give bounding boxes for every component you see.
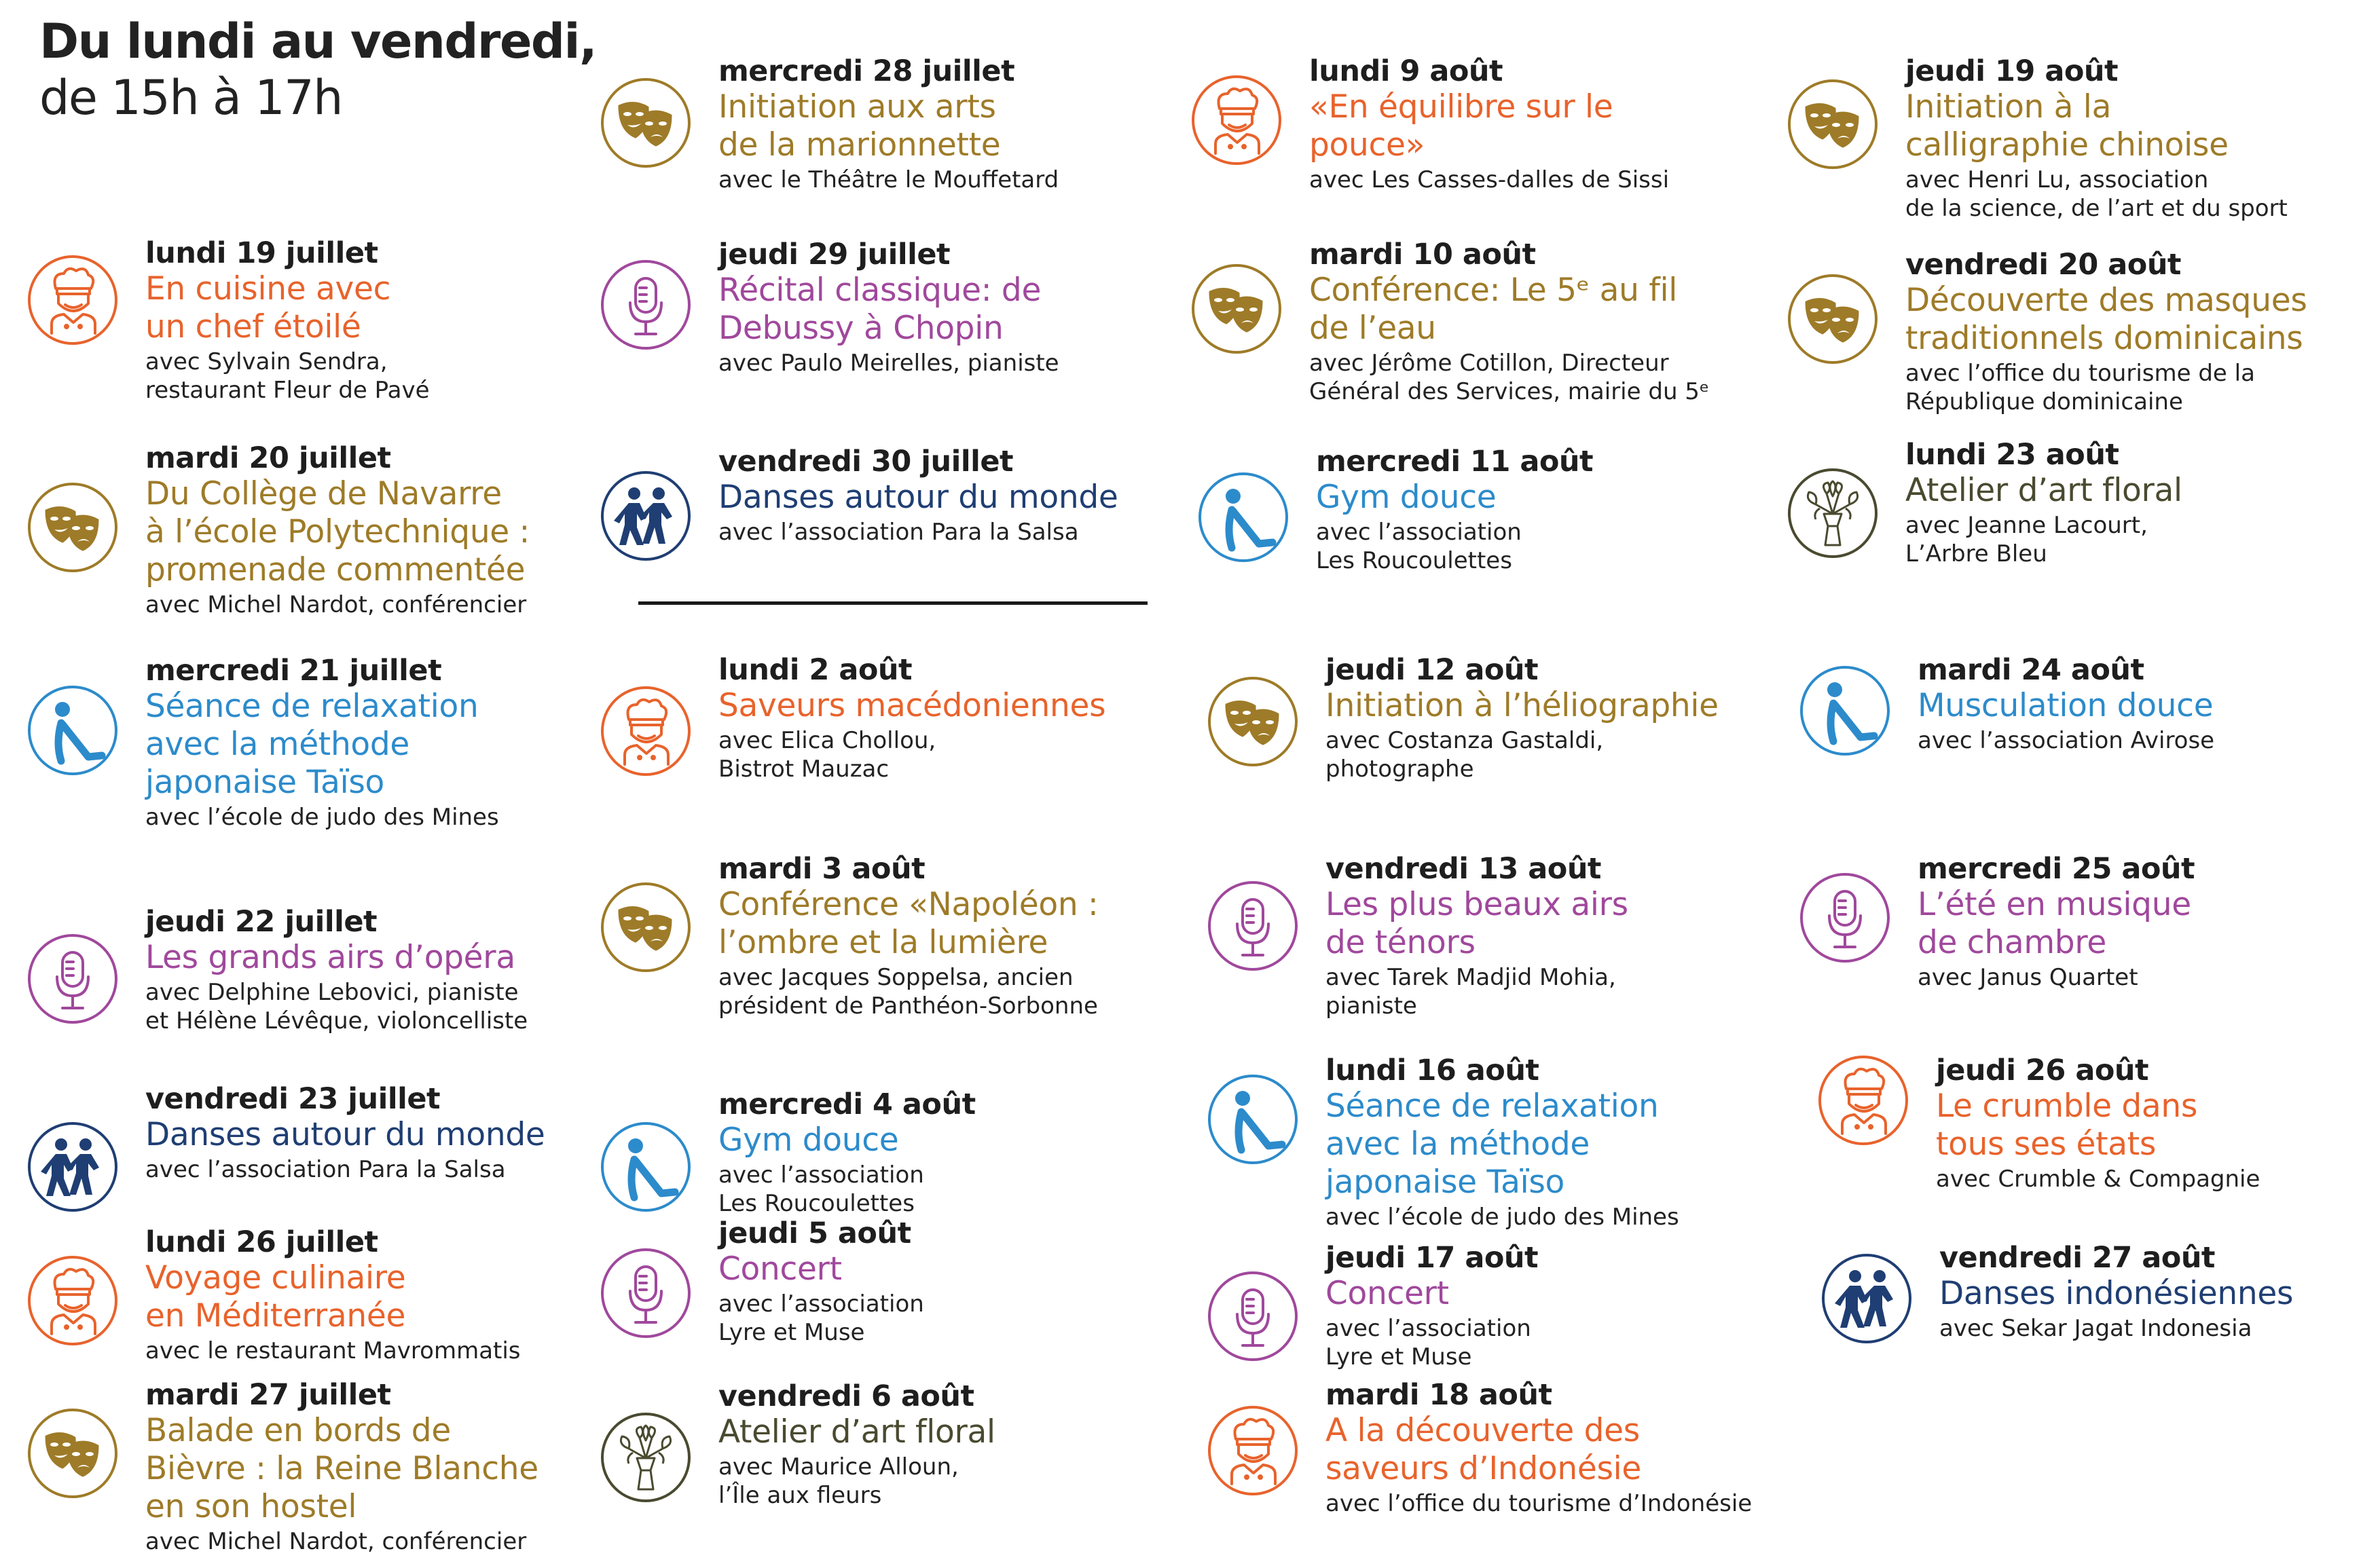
event-title-line: «En équilibre sur le [1309, 88, 1613, 126]
event-host-line: Lyre et Muse [1325, 1343, 1472, 1371]
flower-bouquet-icon [1786, 466, 1880, 560]
event-host [145, 1155, 634, 1184]
event-title-line: En cuisine avec [145, 270, 391, 308]
event-host-line: avec Maurice Alloun, [718, 1453, 959, 1481]
event-title [1325, 1412, 1814, 1488]
event-title-line: Atelier d’art floral [718, 1413, 995, 1451]
event-date: mardi 18 août [1325, 1378, 1552, 1412]
event-host [1905, 359, 2380, 416]
event-date: jeudi 12 août [1325, 653, 1539, 687]
event-title [1905, 88, 2380, 164]
microphone-icon [1206, 1269, 1300, 1363]
event-date: mardi 3 août [718, 852, 926, 886]
event-date: lundi 2 août [718, 653, 913, 687]
header-hours: de 15h à 17h [39, 69, 343, 126]
event-host-line: avec Tarek Madjid Mohia, [1325, 964, 1616, 991]
event-date: lundi 9 août [1309, 54, 1503, 88]
theater-masks-icon [599, 76, 693, 170]
event-host [1936, 1165, 2380, 1193]
event-host-line: avec l’école de judo des Mines [145, 804, 499, 831]
event-title-line: avec la méthode [1325, 1125, 1590, 1163]
event-text [1309, 54, 1798, 194]
event-host-line: avec l’association [718, 1161, 924, 1189]
event-host [145, 1337, 634, 1365]
event-text [718, 445, 1207, 546]
event-title [1905, 282, 2380, 358]
event-title [1918, 687, 2380, 725]
event-host-line: L’Arbre Bleu [1905, 540, 2047, 567]
event-date: vendredi 13 août [1325, 852, 1601, 886]
chef-icon [26, 253, 120, 347]
event-title-line: avec la méthode [145, 726, 410, 763]
event-title-line: Découverte des masques [1905, 282, 2307, 319]
chef-icon [1816, 1054, 1910, 1147]
event-host-line: de la science, de l’art et du sport [1905, 195, 2288, 222]
event-host [1325, 726, 1814, 783]
event-text [1905, 438, 2380, 568]
event-date: lundi 16 août [1325, 1054, 1539, 1087]
event-title-line: Concert [1325, 1275, 1449, 1312]
event-host [1905, 166, 2380, 223]
event-host-line: avec l’association [1325, 1315, 1531, 1342]
dancers-icon [599, 469, 693, 563]
event-host-line: avec Les Casses-dalles de Sissi [1309, 166, 1670, 193]
event-host [145, 1527, 634, 1556]
event-text [1325, 1378, 1814, 1518]
theater-masks-icon [1786, 272, 1880, 366]
event-host-line: avec Jacques Soppelsa, ancien [718, 964, 1074, 991]
event-date: jeudi 19 août [1905, 54, 2119, 88]
event-host-line: avec l’office du tourisme d’Indonésie [1325, 1490, 1753, 1517]
event-title [145, 1259, 634, 1335]
event-host [1325, 1203, 1814, 1231]
event-host [1905, 511, 2380, 568]
event-date: vendredi 27 août [1939, 1241, 2215, 1275]
event-text [1918, 653, 2380, 755]
theater-masks-icon [1190, 262, 1283, 356]
event-text [1316, 445, 1805, 575]
flower-bouquet-icon [599, 1411, 693, 1504]
microphone-icon [26, 932, 120, 1026]
event-title [145, 939, 634, 977]
event-date: vendredi 20 août [1905, 248, 2181, 282]
event-title-line: à l’école Polytechnique : [145, 513, 530, 551]
column-divider [638, 601, 1148, 605]
event-host [145, 978, 634, 1035]
event-text [718, 653, 1207, 783]
event-title-line: traditionnels dominicains [1905, 320, 2303, 357]
event-title-line: Le crumble dans [1936, 1087, 2198, 1125]
event-host-line: avec le restaurant Mavrommatis [145, 1337, 521, 1364]
event-host-line: avec l’association [718, 1290, 924, 1318]
chef-icon [26, 1254, 120, 1347]
event-text [145, 441, 634, 619]
event-text [145, 1378, 634, 1556]
event-text [1936, 1054, 2380, 1193]
event-title-line: Gym douce [718, 1121, 899, 1159]
theater-masks-icon [599, 880, 693, 974]
event-title [1309, 272, 1798, 348]
event-host [1325, 1314, 1814, 1371]
event-title-line: Danses autour du monde [718, 479, 1118, 516]
event-date: jeudi 29 juillet [718, 238, 951, 272]
event-date: mercredi 21 juillet [145, 654, 442, 688]
event-title-line: saveurs d’Indonésie [1325, 1450, 1642, 1487]
event-title-line: calligraphie chinoise [1905, 126, 2229, 164]
event-host [718, 349, 1207, 377]
event-title-line: Conférence «Napoléon : [718, 886, 1099, 923]
event-title-line: pouce» [1309, 126, 1425, 164]
event-title [145, 270, 634, 346]
event-title [1325, 886, 1814, 962]
event-text [718, 238, 1207, 377]
event-text [1325, 852, 1814, 1020]
event-title-line: Initiation à l’héliographie [1325, 687, 1719, 724]
event-title-line: Debussy à Chopin [718, 310, 1004, 347]
event-title-line: japonaise Taïso [1325, 1163, 1564, 1201]
event-host-line: avec l’école de judo des Mines [1325, 1204, 1679, 1231]
event-date: jeudi 5 août [718, 1216, 911, 1250]
event-text [1325, 1241, 1814, 1371]
event-host-line: restaurant Fleur de Pavé [145, 377, 430, 404]
event-title [1936, 1087, 2380, 1163]
event-title-line: Initiation aux arts [718, 88, 996, 126]
event-title-line: l’ombre et la lumière [718, 924, 1048, 961]
event-date: jeudi 17 août [1325, 1241, 1539, 1275]
theater-masks-icon [1786, 77, 1880, 171]
event-text [718, 1087, 1207, 1218]
event-text [718, 852, 1207, 1020]
event-host [1309, 349, 1798, 406]
event-text [718, 54, 1207, 194]
event-host-line: avec Delphine Lebovici, pianiste [145, 979, 519, 1006]
event-host-line: l’Île aux fleurs [718, 1482, 882, 1509]
event-title [145, 1412, 634, 1526]
event-title-line: de ténors [1325, 924, 1476, 961]
event-date: mercredi 25 août [1918, 852, 2195, 886]
dancers-icon [1820, 1252, 1914, 1345]
stretch-icon [1798, 664, 1892, 758]
event-host-line: Lyre et Muse [718, 1319, 865, 1346]
event-title-line: Danses indonésiennes [1939, 1275, 2294, 1312]
event-host [1939, 1314, 2380, 1343]
event-host-line: avec l’association Para la Salsa [145, 1156, 506, 1183]
event-date: mardi 10 août [1309, 238, 1536, 272]
event-host-line: président de Panthéon-Sorbonne [718, 992, 1098, 1020]
event-text [1325, 653, 1814, 783]
event-host-line: avec Sylvain Sendra, [145, 348, 388, 375]
event-text [145, 1225, 634, 1365]
event-text [718, 1379, 1207, 1510]
event-title [145, 1116, 634, 1154]
event-host-line: Général des Services, mairie du 5ᵉ [1309, 378, 1710, 405]
event-host-line: Les Roucoulettes [1316, 547, 1512, 574]
event-title [718, 687, 1207, 725]
event-host-line: avec Jérôme Cotillon, Directeur [1309, 350, 1669, 377]
chef-icon [1190, 73, 1283, 167]
event-date: mercredi 28 juillet [718, 54, 1015, 88]
event-host-line: avec l’association Para la Salsa [718, 519, 1079, 546]
event-title [718, 1413, 1207, 1451]
event-title-line: en son hostel [145, 1488, 357, 1525]
event-date: mardi 20 juillet [145, 441, 391, 475]
event-title-line: Balade en bords de [145, 1412, 451, 1449]
event-date: mercredi 4 août [718, 1087, 976, 1121]
event-text [1939, 1241, 2380, 1343]
event-host-line: avec Crumble & Compagnie [1936, 1166, 2260, 1193]
event-text [1309, 238, 1798, 406]
event-host-line: avec Janus Quartet [1918, 964, 2138, 991]
event-text [718, 1216, 1207, 1347]
event-host [1325, 963, 1814, 1020]
event-title [1325, 1087, 1814, 1202]
event-title [718, 88, 1207, 164]
event-title-line: L’été en musique [1918, 886, 2191, 923]
event-date: jeudi 26 août [1936, 1054, 2149, 1087]
event-title-line: Voyage culinaire [145, 1259, 406, 1297]
event-title [1325, 1275, 1814, 1313]
event-title-line: Bièvre : la Reine Blanche [145, 1450, 538, 1487]
event-host-line: avec Sekar Jagat Indonesia [1939, 1315, 2252, 1342]
event-host-line: République dominicaine [1905, 388, 2183, 415]
event-title [1939, 1275, 2380, 1313]
stretch-icon [599, 1120, 693, 1214]
chef-icon [1206, 1404, 1300, 1497]
event-title-line: de la marionnette [718, 126, 1001, 164]
event-date: vendredi 30 juillet [718, 445, 1014, 479]
event-host-line: avec Henri Lu, association [1905, 166, 2209, 193]
event-title-line: Séance de relaxation [1325, 1087, 1659, 1125]
event-host [1316, 518, 1805, 575]
event-title-line: Les grands airs d’opéra [145, 939, 515, 976]
event-date: vendredi 6 août [718, 1379, 974, 1413]
header-days: Du lundi au vendredi, [39, 14, 597, 69]
stretch-icon [26, 684, 120, 777]
event-title [1316, 479, 1805, 517]
event-title-line: Gym douce [1316, 479, 1497, 516]
event-host-line: avec Michel Nardot, conférencier [145, 591, 527, 618]
event-host [718, 1161, 1207, 1218]
event-date: jeudi 22 juillet [145, 905, 378, 939]
event-host-line: avec l’office du tourisme de la [1905, 360, 2255, 387]
event-title-line: Séance de relaxation [145, 688, 479, 725]
event-title [718, 886, 1207, 962]
theater-masks-icon [26, 1407, 120, 1500]
event-host [718, 518, 1207, 546]
event-text [1918, 852, 2380, 992]
event-title [145, 688, 634, 802]
event-title-line: Conférence: Le 5ᵉ au fil [1309, 272, 1677, 309]
event-title [145, 475, 634, 589]
stretch-icon [1206, 1073, 1300, 1166]
event-title-line: Récital classique: de [718, 272, 1042, 309]
event-date: vendredi 23 juillet [145, 1082, 441, 1116]
event-text [145, 905, 634, 1035]
event-host-line: avec l’association Avirose [1918, 727, 2215, 754]
event-host [718, 1290, 1207, 1347]
dancers-icon [26, 1120, 120, 1214]
event-host [718, 963, 1207, 1020]
event-host [145, 803, 634, 832]
event-host [1918, 726, 2380, 755]
event-title [718, 1250, 1207, 1288]
theater-masks-icon [26, 481, 120, 574]
event-host [1325, 1489, 1814, 1518]
event-text [1325, 1054, 1814, 1231]
event-title-line: japonaise Taïso [145, 764, 384, 801]
event-date: lundi 23 août [1905, 438, 2119, 472]
event-host [145, 348, 634, 405]
event-host-line: Les Roucoulettes [718, 1190, 915, 1217]
event-host [718, 166, 1207, 194]
event-host [145, 591, 634, 619]
event-date: lundi 19 juillet [145, 236, 378, 270]
event-host-line: Bistrot Mauzac [718, 756, 890, 783]
event-title-line: Danses autour du monde [145, 1116, 545, 1153]
event-title-line: en Méditerranée [145, 1297, 406, 1335]
event-host [718, 1453, 1207, 1510]
event-title-line: un chef étoilé [145, 308, 361, 346]
event-date: mercredi 11 août [1316, 445, 1594, 479]
event-host-line: photographe [1325, 756, 1474, 783]
event-text [1905, 248, 2380, 416]
event-text [1905, 54, 2380, 223]
event-title-line: Initiation à la [1905, 88, 2112, 126]
event-host-line: avec Elica Chollou, [718, 727, 936, 754]
event-title [1309, 88, 1798, 164]
event-title [718, 272, 1207, 348]
event-title [1905, 472, 2380, 510]
event-host-line: et Hélène Lévêque, violoncelliste [145, 1007, 528, 1035]
event-host-line: avec Costanza Gastaldi, [1325, 727, 1604, 754]
event-host-line: avec le Théâtre le Mouffetard [718, 166, 1059, 193]
microphone-icon [1206, 879, 1300, 973]
event-date: mardi 27 juillet [145, 1378, 391, 1412]
event-text [145, 236, 634, 405]
event-host [718, 726, 1207, 783]
microphone-icon [599, 1246, 693, 1340]
event-date: lundi 26 juillet [145, 1225, 378, 1259]
event-title-line: promenade commentée [145, 551, 526, 589]
chef-icon [599, 684, 693, 778]
event-date: mardi 24 août [1918, 653, 2144, 687]
event-host [1309, 166, 1798, 194]
stretch-icon [1196, 470, 1290, 564]
event-title-line: Du Collège de Navarre [145, 475, 502, 513]
event-host-line: pianiste [1325, 992, 1417, 1020]
event-title-line: A la découverte des [1325, 1412, 1640, 1449]
event-title-line: tous ses états [1936, 1125, 2157, 1163]
event-title [1918, 886, 2380, 962]
event-title-line: de chambre [1918, 924, 2106, 961]
event-title-line: de l’eau [1309, 310, 1436, 347]
microphone-icon [599, 258, 693, 352]
event-host [1918, 963, 2380, 992]
event-text [145, 654, 634, 832]
page-header [39, 14, 596, 126]
event-title-line: Concert [718, 1250, 842, 1288]
event-text [145, 1082, 634, 1184]
event-title-line: Musculation douce [1918, 687, 2214, 724]
theater-masks-icon [1206, 675, 1300, 768]
event-host-line: avec Jeanne Lacourt, [1905, 512, 2148, 539]
event-title [718, 479, 1207, 517]
event-title-line: Les plus beaux airs [1325, 886, 1628, 923]
event-title-line: Atelier d’art floral [1905, 472, 2182, 509]
event-host-line: avec Michel Nardot, conférencier [145, 1528, 527, 1555]
event-title-line: Saveurs macédoniennes [718, 687, 1106, 724]
microphone-icon [1798, 871, 1892, 965]
event-host-line: avec l’association [1316, 519, 1522, 546]
event-title [1325, 687, 1814, 725]
event-title [718, 1121, 1207, 1159]
event-host-line: avec Paulo Meirelles, pianiste [718, 350, 1059, 377]
